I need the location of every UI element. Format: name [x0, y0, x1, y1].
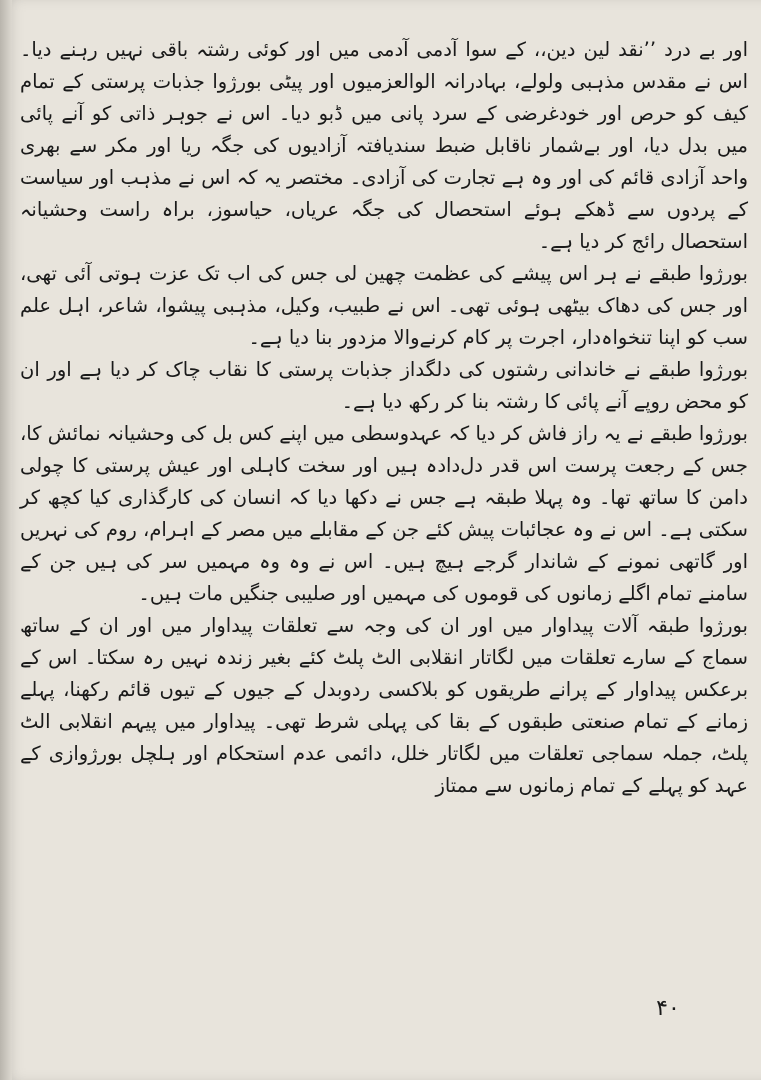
paragraph-2: بورژوا طبقے نے ہر اس پیشے کی عظمت چھین لی جس کی اب تک عزت ہوتی آئی تھی، اور جس کی دھاک بیٹھی ہوئی تھی۔ اس نے طبیب، وکیل، مذہبی پیشوا، شاعر، اہل علم سب کو اپنا تنخواہ‌دار، اجرت پر کام کرنےوالا مزدور بنا دیا ہے۔ [20, 262, 748, 349]
page-text-block [20, 34, 748, 994]
book-spine-shadow [0, 0, 12, 1080]
page-number: ۴۰ [656, 996, 680, 1021]
paragraph-4: بورژوا طبقے نے یہ راز فاش کر دیا کہ عہدوسطی میں اپنے کس بل کی وحشیانہ نمائش کا، جس کے رجعت پرست اس قدر دل‌دادہ ہیں اور سخت کاہلی اور عیش پرستی کا چولی دامن کا ساتھ تھا۔ وہ پہلا طبقہ ہے جس نے دکھا دیا کہ انسان کی کارگذاری کیا کچھ کر سکتی ہے۔ اس نے وہ عجائبات پیش کئے جن کے مقابلے میں مصر کے اہرام، روم کی نہریں اور گاتھی نمونے کے شاندار گرجے ہیچ ہیں۔ اس نے وہ وہ مہمیں سر کی ہیں جن کے سامنے تمام اگلے زمانوں کی قوموں کی مہمیں اور صلیبی جنگیں مات ہیں۔ [20, 422, 748, 605]
paragraph-5: بورژوا طبقہ آلات پیداوار میں اور ان کی وجہ سے تعلقات پیداوار میں اور ان کے ساتھ سماج کے سارے تعلقات میں لگاتار انقلابی الٹ پلٹ کئے بغیر زندہ نہیں رہ سکتا۔ اس کے برعکس پیداوار کے پرانے طریقوں کو بلاکسی ردوبدل کے جیوں کے تیوں قائم رکھنا، پہلے زمانے کے تمام صنعتی طبقوں کے بقا کی پہلی شرط تھی۔ پیداوار میں پیہم انقلابی الٹ پلٹ، جملہ سماجی تعلقات میں لگاتار خلل، دائمی عدم استحکام اور ہلچل بورژوازی کے عہد کو پہلے کے تمام زمانوں سے ممتاز [20, 614, 748, 797]
paragraph-1: اور بے درد ’’نقد لین دین،، کے سوا آدمی آدمی میں اور کوئی رشتہ باقی نہیں رہنے دیا۔ اس نے مقدس مذہبی ولولے، بہادرانہ الوالعزمیوں اور پیٹی بورژوا جذبات پرستی کے تمام کیف کو حرص اور خودغرضی کے سرد پانی میں ڈبو دیا۔ اس نے جوہر ذاتی کو آنے پائی میں بدل دیا، اور بےشمار ناقابل ضبط سندیافتہ آزادیوں کی جگہ ریا اور مکر سے بھری واحد آزادی قائم کی اور وہ ہے تجارت کی آزادی۔ مختصر یہ کہ اس نے مذہب اور سیاست کے پردوں سے ڈھکے ہوئے استحصال کی جگہ عریاں، حیاسوز، براہ راست وحشیانہ استحصال رائج کر دیا ہے۔ [20, 38, 748, 253]
paragraph-3: بورژوا طبقے نے خاندانی رشتوں کی دلگداز جذبات پرستی کا نقاب چاک کر دیا ہے اور ان کو محض روپے آنے پائی کا رشتہ بنا کر رکھ دیا ہے۔ [20, 358, 748, 413]
